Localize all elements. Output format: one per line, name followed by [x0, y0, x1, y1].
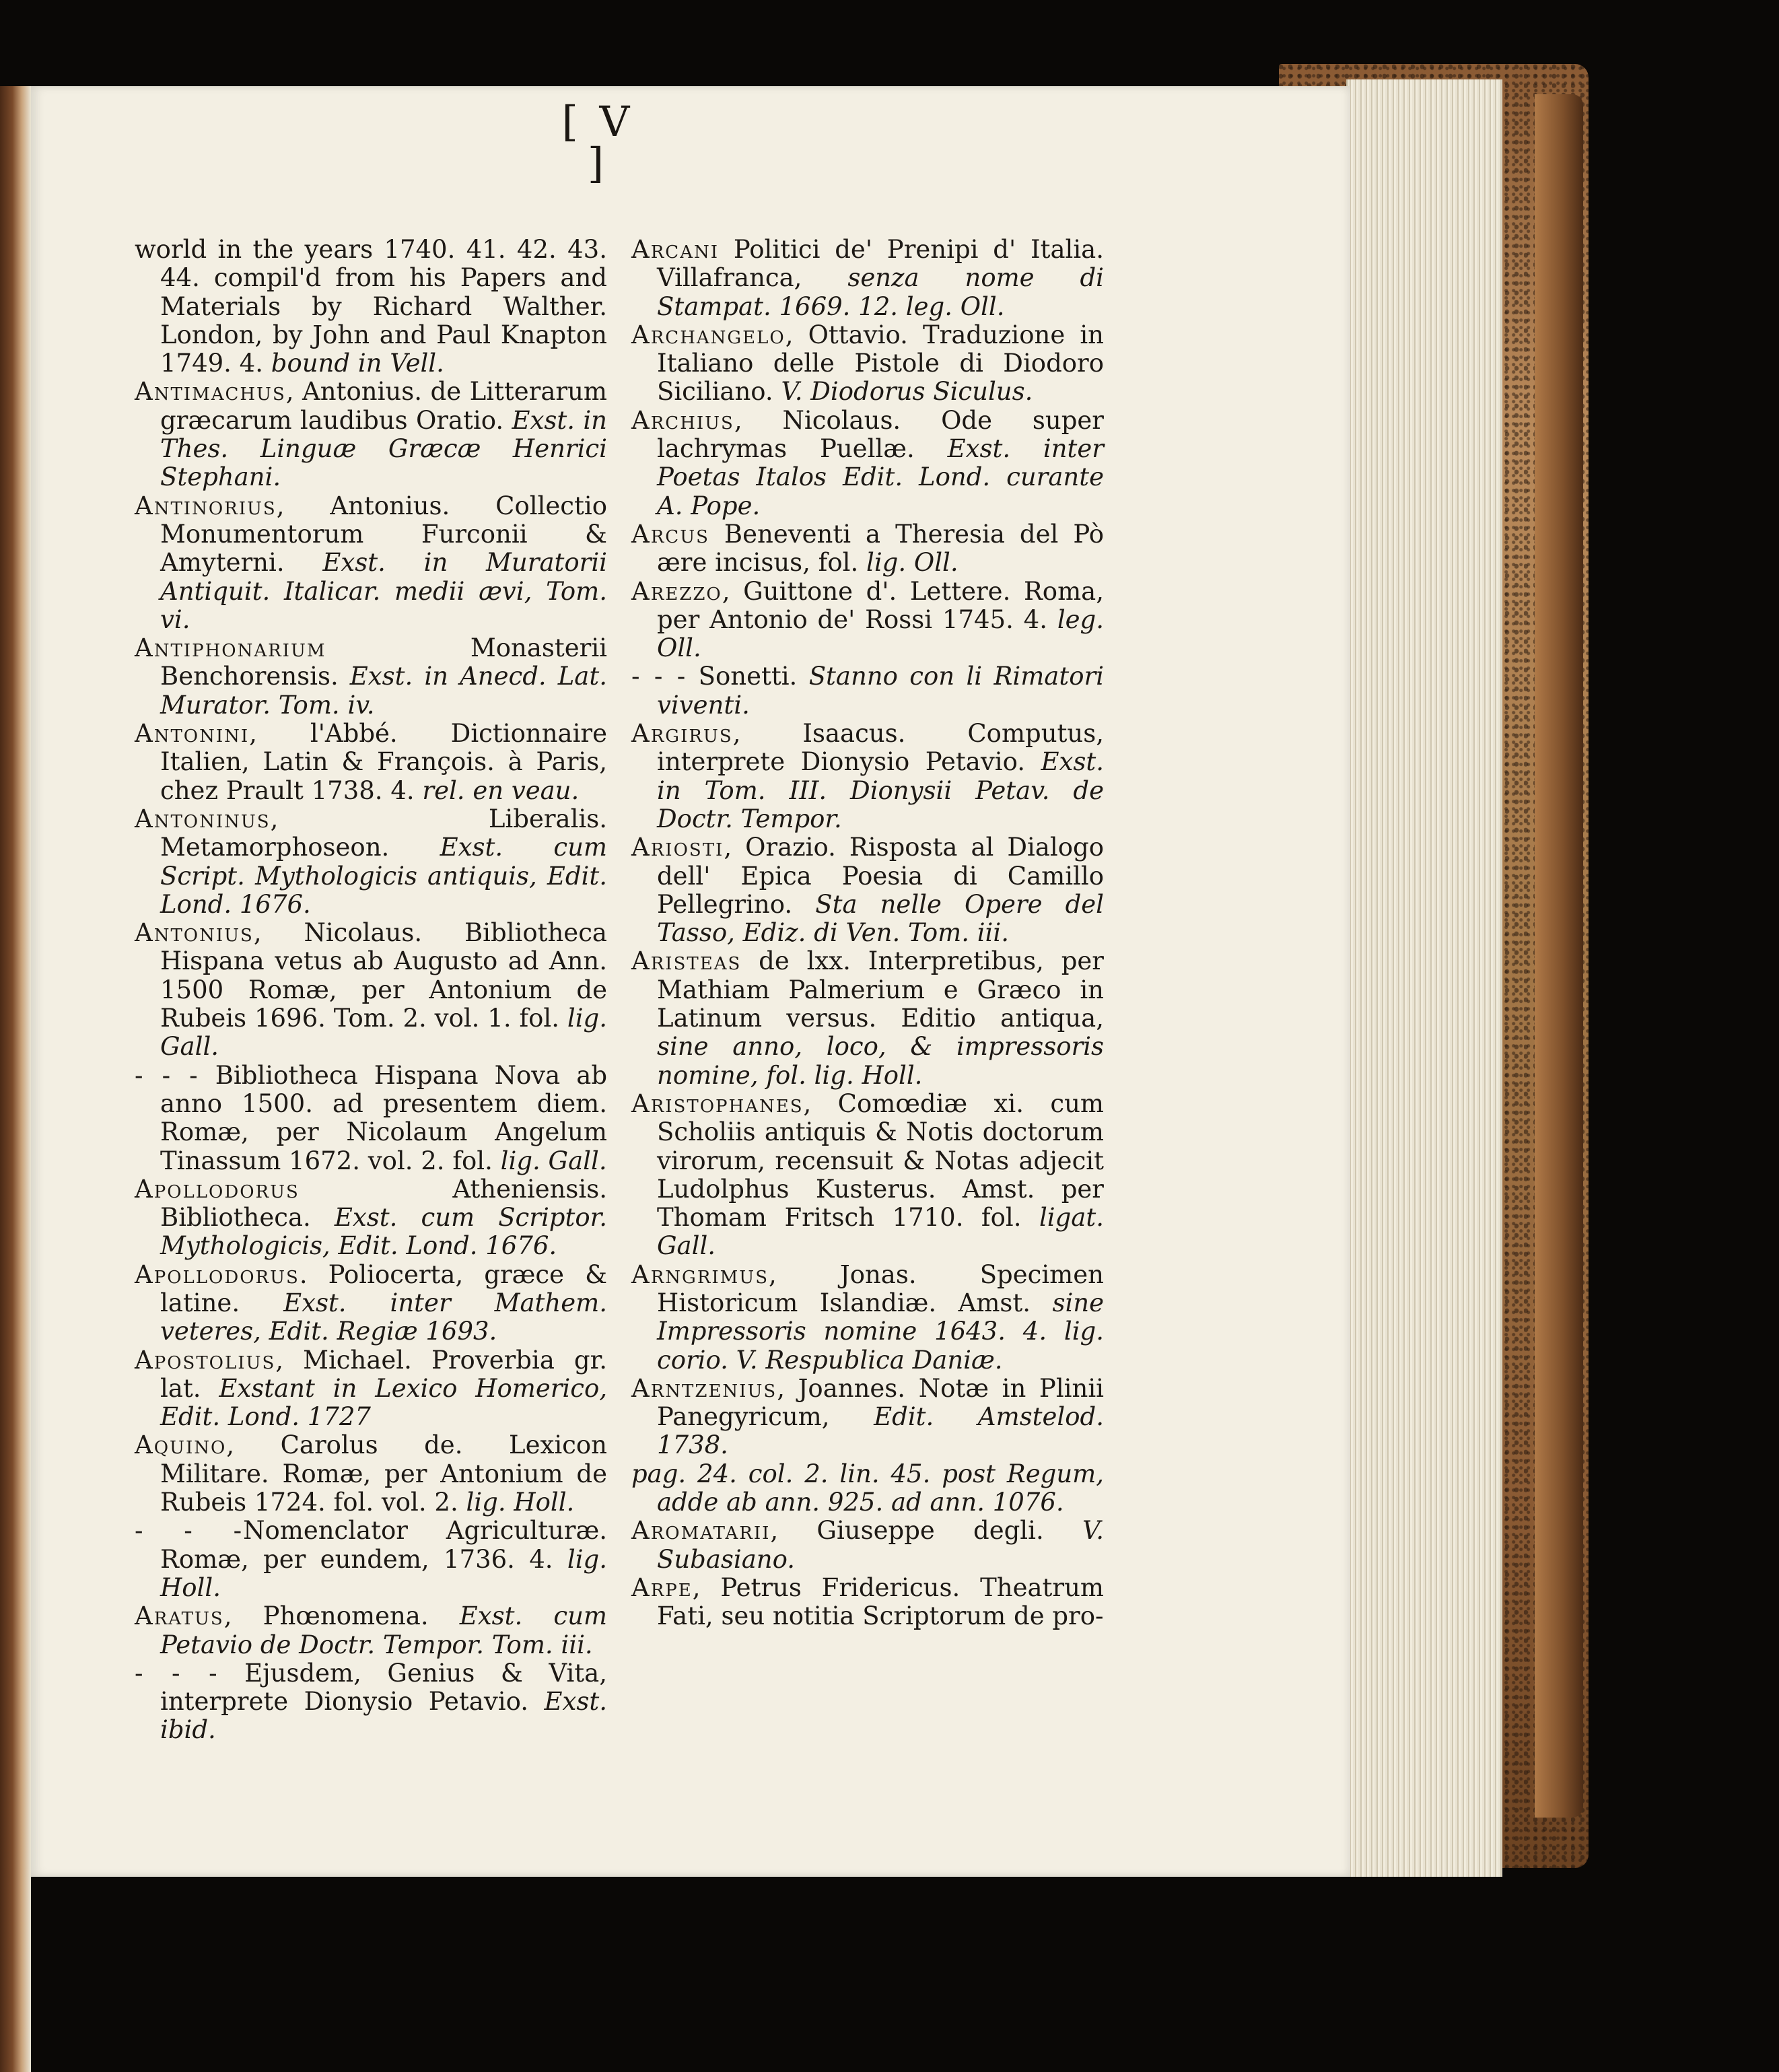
entry-text: , Antonius. de Litterarum græcarum laudibus Oratio.: [160, 377, 607, 435]
entry-head: Aristophanes: [631, 1089, 804, 1118]
entry-text: , Orazio. Risposta al Dialogo dell' Epica Poesia di Camillo Pellegrino.: [657, 833, 1104, 919]
entry-text: , Nicolaus. Bibliotheca Hispana vetus ab Augusto ad Ann. 1500 Romæ, per Antonium de Rubeis 1696. Tom. 2. vol. 1. fol.: [160, 918, 607, 1033]
entry-head: Argirus: [631, 719, 733, 749]
entry-head: Antimachus: [135, 377, 286, 407]
entry-text: , Isaacus. Computus, interprete Dionysio Petavio.: [657, 719, 1104, 777]
entry-italic: lig. Holl.: [466, 1488, 575, 1517]
entry-italic: rel. en veau.: [422, 775, 580, 805]
catalog-entry: [135, 236, 607, 378]
entry-italic: Stanno con li Rimatori viventi.: [657, 662, 1104, 720]
entry-text: , Petrus Fridericus. Theatrum Fati, seu notitia Scriptorum de pro-: [657, 1573, 1104, 1631]
facing-page-edge: [0, 86, 31, 2072]
catalog-entry: [631, 520, 1104, 578]
entry-italic: Sta nelle Opere del Tasso, Ediz. di Ven. Tom. iii.: [657, 889, 1105, 948]
entry-text: , Carolus de. Lexicon Militare. Romæ, per Antonium de Rubeis 1724. fol. vol. 2.: [160, 1430, 607, 1517]
entry-italic: sine Impressoris nomine 1643. 4. lig. corio. V. Respublica Daniæ.: [657, 1288, 1105, 1375]
entry-head: Antinorius: [135, 491, 277, 520]
entry-text: Ejusdem, Genius & Vita, interprete Dionysio Petavio.: [160, 1658, 607, 1717]
catalog-entry: [135, 378, 607, 491]
entry-text: , Guittone d'. Lettere. Roma, per Antonio de' Rossi 1745. 4.: [657, 576, 1104, 634]
entry-text: , Antonius. Collectio Monumentorum Furconii & Amyterni.: [160, 491, 607, 578]
entry-head: Aquino: [135, 1430, 227, 1460]
catalog-entry: [631, 1261, 1104, 1375]
entry-head: Arntzenius: [631, 1373, 777, 1403]
entry-italic: lig. Gall.: [160, 1004, 607, 1062]
entry-head: - - -: [631, 662, 687, 691]
entry-text: , Ottavio. Traduzione in Italiano delle Pistole di Diodoro Siciliano.: [657, 320, 1104, 407]
entry-head: Aratus: [135, 1601, 224, 1631]
catalog-entry: [135, 1431, 607, 1517]
entry-italic: ligat. Gall.: [657, 1203, 1104, 1261]
entry-italic: senza nome di Stampat. 1669. 12. leg. Oll.: [657, 263, 1104, 321]
entry-italic: Exst. in Anecd. Lat. Murator. Tom. iv.: [160, 662, 607, 720]
entry-text: , Phœnomena.: [223, 1601, 429, 1631]
entry-head: Arcani: [631, 235, 719, 264]
entry-italic: Exst. inter Poetas Italos Edit. Lond. curante A. Pope.: [657, 434, 1104, 520]
cover-spine-edge: [1535, 94, 1583, 1818]
entry-italic: Exst. cum Script. Mythologicis antiquis, Edit. Lond. 1676.: [160, 833, 607, 919]
entry-text: , Joannes. Notæ in Plinii Panegyricum,: [657, 1373, 1104, 1432]
entry-head: - - -: [135, 1658, 219, 1688]
entry-head: Arezzo: [631, 576, 722, 606]
catalog-entry: [631, 1375, 1104, 1460]
catalog-entry: [135, 1261, 607, 1346]
catalog-entry: [631, 407, 1104, 520]
entry-text: , Nicolaus. Ode super lachrymas Puellæ.: [657, 405, 1104, 464]
catalog-entry: [631, 662, 1104, 720]
entry-text: , Jonas. Specimen Historicum Islandiæ. Amst.: [657, 1259, 1104, 1317]
entry-text: Monasterii Benchorensis.: [160, 633, 607, 691]
catalog-entry: [135, 1175, 607, 1261]
entry-head: Antoninus: [135, 804, 271, 833]
entry-italic: sine anno, loco, & impressoris nomine, fol. lig. Holl.: [657, 1032, 1104, 1090]
catalog-entry: [135, 492, 607, 634]
entry-text: pag. 24. col. 2. lin. 45. post Regum, adde ab ann. 925. ad ann. 1076.: [631, 1459, 1104, 1517]
entry-text: Politici de' Prenipi d' Italia. Villafranca,: [657, 235, 1104, 293]
catalog-entry: [631, 947, 1104, 1089]
entry-italic: leg. Oll.: [657, 605, 1104, 663]
entry-italic: lig. Oll.: [866, 548, 958, 578]
catalog-entry: [631, 236, 1104, 321]
catalog-entry: [631, 720, 1104, 833]
entry-text: Nomenclator Agriculturæ. Romæ, per eundem, 1736. 4.: [160, 1516, 608, 1574]
catalog-entry: [135, 1062, 607, 1175]
entry-italic: lig. Gall.: [500, 1146, 607, 1175]
entry-head: Archius: [631, 405, 734, 435]
catalog-entry: [631, 833, 1104, 947]
catalog-entry: [135, 805, 607, 919]
entry-head: Aromatarii: [631, 1516, 771, 1546]
entry-head: Apollodorus: [135, 1259, 300, 1289]
catalog-entry: [135, 919, 607, 1061]
entry-head: Arpe: [631, 1573, 693, 1602]
entry-italic: Exst. inter Mathem. veteres, Edit. Regiæ 1693.: [160, 1288, 607, 1346]
catalog-entry: [631, 1574, 1104, 1631]
entry-italic: Exst. cum Petavio de Doctr. Tempor. Tom. iii.: [160, 1601, 607, 1659]
page-block-edges: [1346, 79, 1502, 1877]
entry-text: Bibliotheca Hispana Nova ab anno 1500. ad presentem diem. Romæ, per Nicolaum Angelum Tinassum 1672. vol. 2. fol.: [160, 1060, 607, 1175]
entry-head: Arcus: [631, 519, 709, 549]
entry-head: Apollodorus: [135, 1174, 300, 1204]
entry-italic: V. Subasiano.: [657, 1516, 1104, 1574]
catalog-entry: [135, 720, 607, 805]
entry-text: Atheniensis. Bibliotheca.: [160, 1174, 607, 1233]
entry-italic: bound in Vell.: [271, 349, 444, 378]
right-column: [631, 236, 1104, 1631]
catalog-entry: [631, 321, 1104, 407]
entry-head: - - -: [135, 1060, 199, 1090]
entry-head: Aristeas: [631, 946, 742, 976]
entry-text: , Giuseppe degli.: [770, 1516, 1044, 1546]
entry-text: , Liberalis. Metamorphoseon.: [160, 804, 607, 862]
catalog-entry: [135, 1659, 607, 1745]
entry-text: , l'Abbé. Dictionnaire Italien, Latin & François. à Paris, chez Prault 1738. 4.: [160, 719, 607, 805]
entry-head: - - -: [135, 1516, 244, 1546]
entry-head: Apostolius: [135, 1345, 276, 1375]
catalog-entry: [135, 1602, 607, 1659]
entry-italic: lig. Holl.: [160, 1544, 607, 1602]
entry-italic: Exst. cum Scriptor. Mythologicis, Edit. Lond. 1676.: [160, 1203, 607, 1261]
entry-head: Antonius: [135, 918, 254, 948]
entry-head: Arngrimus: [631, 1259, 769, 1289]
entry-head: Ariosti: [631, 833, 724, 862]
entry-italic: Exstant in Lexico Homerico, Edit. Lond. 1727: [160, 1373, 608, 1432]
catalog-entry: [631, 1090, 1104, 1261]
entry-text: , Michael. Proverbia gr. lat.: [160, 1345, 607, 1403]
entry-italic: V. Diodorus Siculus.: [781, 377, 1033, 407]
catalog-entry: [135, 1517, 607, 1602]
entry-text: Beneventi a Theresia del Pò ære incisus, fol.: [657, 519, 1104, 578]
catalog-entry: [631, 1517, 1104, 1574]
entry-italic: Exst. ibid.: [160, 1687, 607, 1745]
catalog-entry: [631, 578, 1104, 663]
entry-text: Sonetti.: [687, 662, 798, 691]
entry-italic: Edit. Amstelod. 1738.: [657, 1402, 1104, 1460]
catalog-entry: [135, 634, 607, 720]
left-column: [135, 236, 607, 1745]
catalog-entry: [631, 1460, 1104, 1517]
entry-head: Antonini: [135, 719, 250, 749]
entry-italic: Exst. in Tom. III. Dionysii Petav. de Doctr. Tempor.: [657, 747, 1104, 833]
entry-head: Antiphonarium: [135, 633, 326, 663]
page-marker: [ V ]: [561, 97, 634, 188]
entry-italic: Exst. in Thes. Linguæ Græcæ Henrici Stephani.: [160, 405, 608, 492]
entry-text: de lxx. Interpretibus, per Mathiam Palmerium e Græco in Latinum versus. Editio antiqua,: [657, 946, 1104, 1033]
entry-head: Archangelo: [631, 320, 786, 349]
catalog-entry: [135, 1346, 607, 1432]
entry-text: . Poliocerta, græce & latine.: [160, 1259, 607, 1317]
entry-italic: Exst. in Muratorii Antiquit. Italicar. medii ævi, Tom. vi.: [160, 548, 607, 634]
entry-text: , Comœdiæ xi. cum Scholiis antiquis & Notis doctorum virorum, recensuit & Notas adjecit Ludolphus Kusterus. Amst. per Thomam Fritsch 1710. fol.: [657, 1089, 1104, 1233]
entry-text: world in the years 1740. 41. 42. 43. 44. compil'd from his Papers and Materials by Richard Walther. London, by John and Paul Knapton 1749. 4.: [135, 235, 607, 378]
